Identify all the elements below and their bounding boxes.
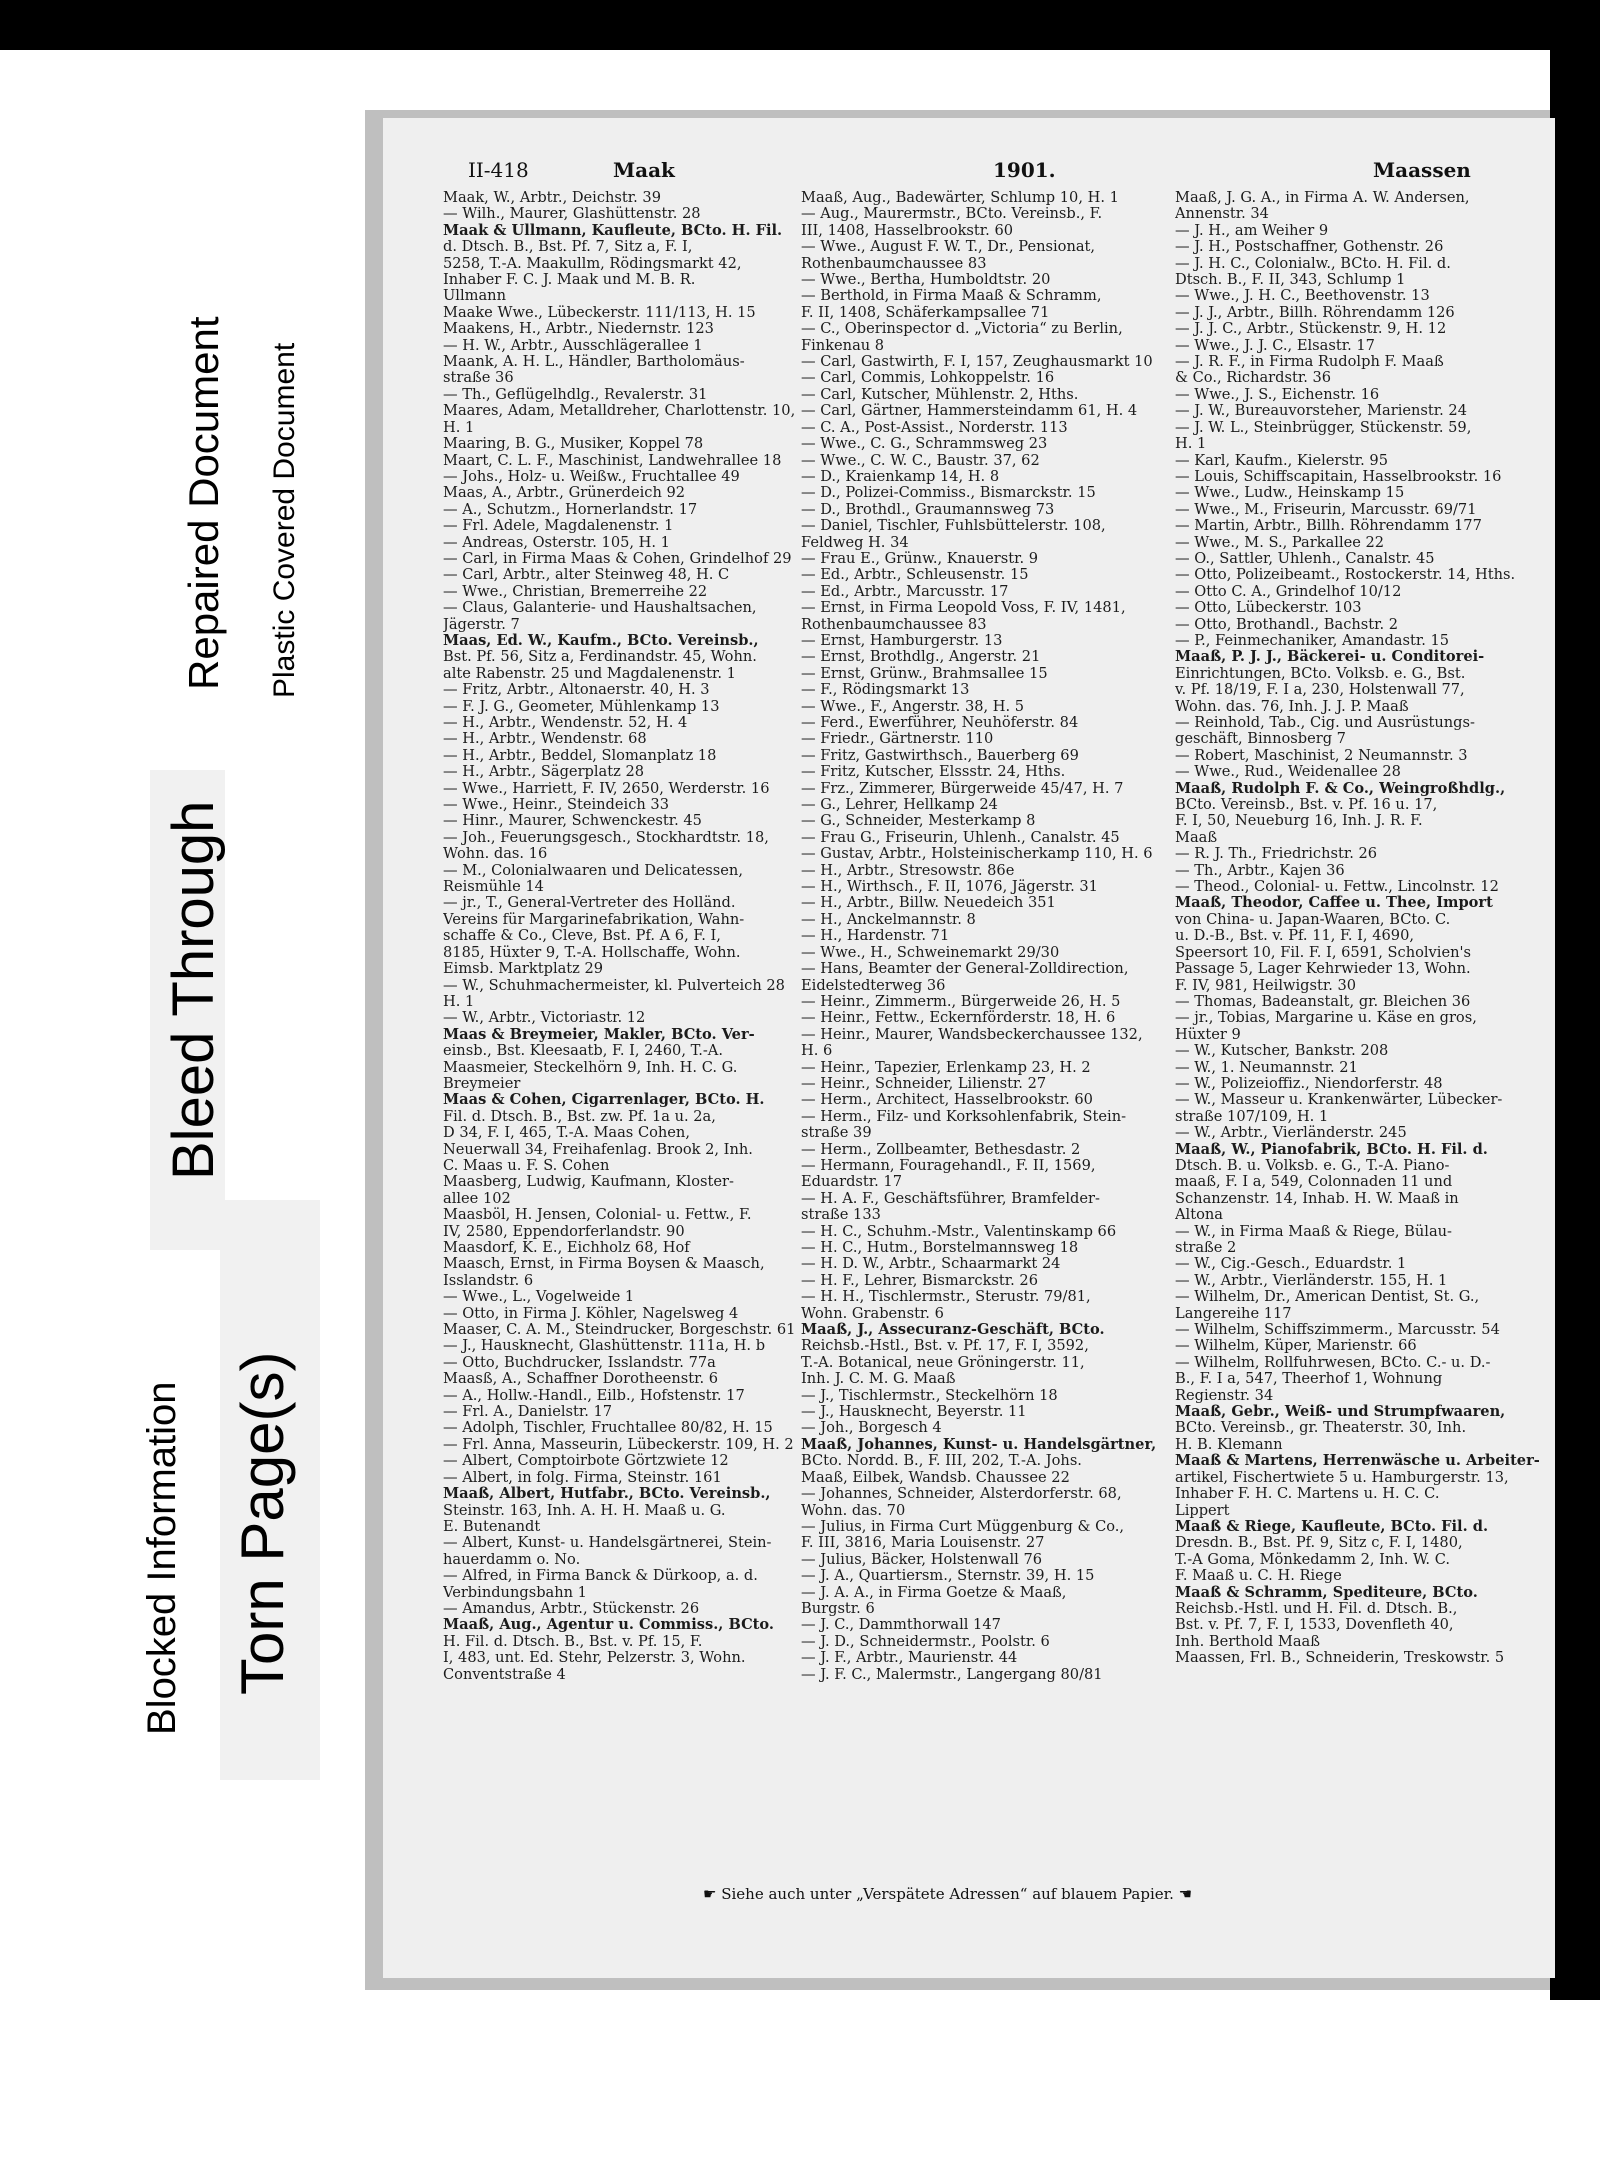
directory-entry: Breymeier — [443, 1075, 521, 1092]
repaired-document-label: Repaired Document — [180, 316, 227, 690]
directory-entry: — W., Schuhmachermeister, kl. Pulverteich 28 — [443, 977, 785, 994]
directory-entry: Maak, W., Arbtr., Deichstr. 39 — [443, 190, 661, 206]
directory-entry: Maasdorf, K. E., Eichholz 68, Hof — [443, 1240, 690, 1256]
directory-entry: — Albert, Kunst- u. Handelsgärtnerei, Stein- — [443, 1535, 772, 1552]
directory-entry: Maaß, Johannes, Kunst- u. Handelsgärtner, — [801, 1436, 1157, 1453]
directory-entry: Maasch, Ernst, in Firma Boysen & Maasch, — [443, 1256, 765, 1273]
directory-column-3 — [1175, 190, 1555, 1667]
directory-entry: Inh. Berthold Maaß — [1175, 1633, 1320, 1650]
directory-entry: — Fritz, Gastwirthsch., Bauerberg 69 — [801, 747, 1079, 764]
directory-entry: — H., Arbtr., Sägerplatz 28 — [443, 764, 645, 781]
directory-entry: — H. W., Arbtr., Ausschlägerallee 1 — [443, 337, 703, 354]
directory-entry: — W., Arbtr., Vierländerstr. 245 — [1175, 1125, 1407, 1142]
directory-entry: v. Pf. 18/19, F. I a, 230, Holstenwall 77, — [1175, 682, 1465, 699]
directory-entry: — Hermann, Fouragehandl., F. II, 1569, — [801, 1157, 1096, 1174]
header-year: 1901. — [993, 158, 1056, 182]
directory-entry: Reichsb.-Hstl., Bst. v. Pf. 17, F. I, 3592, — [801, 1338, 1089, 1355]
directory-entry: Maas & Breymeier, Makler, BCto. Ver- — [443, 1026, 755, 1043]
directory-entry: 5258, T.-A. Maakullm, Rödingsmarkt 42, — [443, 255, 742, 272]
directory-entry: — Robert, Maschinist, 2 Neumannstr. 3 — [1175, 747, 1468, 764]
directory-entry: alte Rabenstr. 25 und Magdalenenstr. 1 — [443, 665, 736, 682]
directory-entry: Feldweg H. 34 — [801, 534, 909, 551]
directory-entry: — C. A., Post-Assist., Norderstr. 113 — [801, 419, 1068, 436]
directory-entry: Wohn. das. 16 — [443, 846, 548, 863]
directory-entry: Vereins für Margarinefabrikation, Wahn- — [443, 911, 745, 928]
directory-entry: Dresdn. B., Bst. Pf. 9, Sitz c, F. I, 1480, — [1175, 1535, 1463, 1552]
directory-entry: — Herm., Filz- und Korksohlenfabrik, Stein- — [801, 1108, 1127, 1125]
directory-entry: hauerdamm o. No. — [443, 1551, 581, 1568]
directory-entry: — H., Arbtr., Wendenstr. 68 — [443, 731, 647, 748]
blocked-information-label: Blocked Information — [140, 1381, 184, 1735]
directory-entry: Maasmeier, Steckelhörn 9, Inh. H. C. G. — [443, 1059, 738, 1076]
directory-entry: Maaß — [1175, 829, 1218, 846]
directory-entry: — Frl. Anna, Masseurin, Lübeckerstr. 109, H. 2 — [443, 1436, 794, 1453]
directory-entry: Dtsch. B. u. Volksb. e. G., T.-A. Piano- — [1175, 1157, 1450, 1174]
directory-entry: — Louis, Schiffscapitain, Hasselbrookstr. 16 — [1175, 468, 1502, 485]
directory-entry: Neuerwall 34, Freihafenlag. Brook 2, Inh. — [443, 1141, 753, 1158]
directory-entry: — Wilhelm, Küper, Marienstr. 66 — [1175, 1338, 1417, 1355]
directory-entry: — Claus, Galanterie- und Haushaltsachen, — [443, 600, 757, 617]
directory-entry: Isslandstr. 6 — [443, 1272, 534, 1289]
directory-entry: Fil. d. Dtsch. B., Bst. zw. Pf. 1a u. 2a, — [443, 1108, 716, 1125]
directory-entry: Eidelstedterweg 36 — [801, 977, 946, 994]
directory-entry: Reismühle 14 — [443, 879, 544, 896]
directory-entry: T.-A. Botanical, neue Gröningerstr. 11, — [801, 1354, 1085, 1371]
directory-entry: — Ed., Arbtr., Marcusstr. 17 — [801, 583, 1009, 600]
directory-entry: — Otto C. A., Grindelhof 10/12 — [1175, 583, 1402, 600]
directory-entry: Wohn. das. 70 — [801, 1502, 906, 1519]
directory-entry: Maaß, Gebr., Weiß- und Strumpfwaaren, — [1175, 1404, 1506, 1421]
directory-entry: — Wwe., Heinr., Steindeich 33 — [443, 797, 669, 814]
directory-entry: Eduardstr. 17 — [801, 1174, 902, 1191]
directory-entry: — Wwe., F., Angerstr. 38, H. 5 — [801, 698, 1025, 715]
directory-entry: — jr., T., General-Vertreter des Holländ. — [443, 895, 736, 912]
directory-entry: — J. C., Dammthorwall 147 — [801, 1617, 1001, 1634]
directory-entry: — Ed., Arbtr., Schleusenstr. 15 — [801, 567, 1029, 584]
directory-entry: straße 107/109, H. 1 — [1175, 1108, 1329, 1125]
directory-entry: Langereihe 117 — [1175, 1305, 1292, 1322]
directory-entry: — Wwe., Rud., Weidenallee 28 — [1175, 764, 1401, 781]
directory-entry: — Adolph, Tischler, Fruchtallee 80/82, H. 15 — [443, 1420, 773, 1437]
directory-entry: Jägerstr. 7 — [443, 616, 520, 633]
directory-entry: — H. H., Tischlermstr., Sterustr. 79/81, — [801, 1289, 1091, 1306]
plastic-covered-label: Plastic Covered Document — [268, 342, 301, 698]
directory-entry: Maak & Ullmann, Kaufleute, BCto. H. Fil. — [443, 222, 783, 239]
directory-entry: — J., Tischlermstr., Steckelhörn 18 — [801, 1387, 1058, 1404]
directory-entry: Maaß & Riege, Kaufleute, BCto. Fil. d. — [1175, 1518, 1489, 1535]
directory-entry: Maas, Ed. W., Kaufm., BCto. Vereinsb., — [443, 632, 759, 649]
directory-entry: straße 39 — [801, 1125, 872, 1142]
directory-entry: — Herm., Zollbeamter, Bethesdastr. 2 — [801, 1141, 1081, 1158]
directory-entry: Inhaber F. H. C. Martens u. H. C. C. — [1175, 1486, 1440, 1503]
directory-entry: — Carl, Arbtr., alter Steinweg 48, H. C — [443, 567, 730, 584]
directory-entry: Verbindungsbahn 1 — [443, 1584, 587, 1601]
directory-entry: — Joh., Borgesch 4 — [801, 1420, 942, 1437]
directory-entry: — Wwe., M., Friseurin, Marcusstr. 69/71 — [1175, 501, 1477, 518]
directory-entry: Dtsch. B., F. II, 343, Schlump 1 — [1175, 272, 1406, 289]
directory-entry: H. 1 — [1175, 436, 1207, 453]
directory-entry: — Wwe., C. G., Schrammsweg 23 — [801, 436, 1048, 453]
page-number: II-418 — [468, 158, 529, 182]
directory-entry: — J. D., Schneidermstr., Poolstr. 6 — [801, 1633, 1050, 1650]
directory-entry: Bst. v. Pf. 7, F. I, 1533, Dovenfleth 40, — [1175, 1617, 1454, 1634]
directory-entry: — Wwe., J. S., Eichenstr. 16 — [1175, 386, 1380, 403]
directory-entry: — J. J. C., Arbtr., Stückenstr. 9, H. 12 — [1175, 321, 1447, 338]
directory-entry: Maaser, C. A. M., Steindrucker, Borgeschstr. 61 — [443, 1322, 795, 1339]
directory-entry: — O., Sattler, Uhlenh., Canalstr. 45 — [1175, 550, 1435, 567]
directory-entry: straße 2 — [1175, 1240, 1237, 1256]
directory-entry: straße 133 — [801, 1207, 881, 1224]
directory-entry: Speersort 10, Fil. F. I, 6591, Scholvien's — [1175, 944, 1471, 961]
directory-entry: — J. A., Quartiersm., Sternstr. 39, H. 15 — [801, 1568, 1095, 1585]
directory-entry: — D., Polizei-Commiss., Bismarckstr. 15 — [801, 485, 1096, 502]
directory-entry: — Joh., Feuerungsgesch., Stockhardtstr. 18, — [443, 829, 769, 846]
directory-entry: — Wilh., Maurer, Glashüttenstr. 28 — [443, 206, 701, 223]
directory-entry: — Otto, Polizeibeamt., Rostockerstr. 14, Hths. — [1175, 567, 1516, 584]
directory-entry: — W., Kutscher, Bankstr. 208 — [1175, 1043, 1389, 1060]
directory-entry: — Daniel, Tischler, Fuhlsbüttelerstr. 108, — [801, 518, 1106, 535]
directory-entry: — Otto, in Firma J. Köhler, Nagelsweg 4 — [443, 1305, 739, 1322]
directory-entry: — H., Hardenstr. 71 — [801, 928, 950, 945]
directory-entry: maaß, F. I a, 549, Colonnaden 11 und — [1175, 1174, 1453, 1191]
directory-entry: Maares, Adam, Metalldreher, Charlottenstr. 10, — [443, 403, 795, 420]
directory-entry: I, 483, unt. Ed. Stehr, Pelzerstr. 3, Wohn. — [443, 1650, 746, 1667]
directory-entry: Reichsb.-Hstl. und H. Fil. d. Dtsch. B., — [1175, 1600, 1458, 1617]
directory-entry: Maaß, P. J. J., Bäckerei- u. Conditorei- — [1175, 649, 1485, 666]
directory-entry: Maake Wwe., Lübeckerstr. 111/113, H. 15 — [443, 304, 756, 321]
directory-entry: — Heinr., Zimmerm., Bürgerweide 26, H. 5 — [801, 993, 1121, 1010]
directory-entry: — Johannes, Schneider, Alsterdorferstr. 68, — [801, 1486, 1122, 1503]
directory-entry: — R. J. Th., Friedrichstr. 26 — [1175, 846, 1378, 863]
directory-entry: — Carl, Kutscher, Mühlenstr. 2, Hths. — [801, 386, 1079, 403]
torn-pages-label: Torn Page(s) — [229, 1351, 296, 1695]
directory-entry: — Wwe., L., Vogelweide 1 — [443, 1289, 635, 1306]
directory-entry: Finkenau 8 — [801, 337, 885, 354]
directory-entry: — F. J. G., Geometer, Mühlenkamp 13 — [443, 698, 720, 715]
directory-entry: — Ernst, Grünw., Brahmsallee 15 — [801, 665, 1048, 682]
directory-entry: Altona — [1175, 1207, 1223, 1224]
directory-column-1 — [443, 190, 795, 1683]
directory-entry: Maaß & Martens, Herrenwäsche u. Arbeiter- — [1175, 1453, 1540, 1470]
directory-entry: Maasberg, Ludwig, Kaufmann, Kloster- — [443, 1174, 734, 1191]
directory-entry: H. Fil. d. Dtsch. B., Bst. v. Pf. 15, F. — [443, 1633, 703, 1650]
directory-entry: Bst. Pf. 56, Sitz a, Ferdinandstr. 45, Wohn. — [443, 649, 757, 666]
directory-entry: D 34, F. I, 465, T.-A. Maas Cohen, — [443, 1125, 690, 1142]
directory-entry: — Frau E., Grünw., Knauerstr. 9 — [801, 550, 1039, 567]
directory-entry: — J. A. A., in Firma Goetze & Maaß, — [801, 1584, 1067, 1601]
directory-entry: — Julius, in Firma Curt Müggenburg & Co., — [801, 1518, 1125, 1535]
directory-entry: — J. F. C., Malermstr., Langergang 80/81 — [801, 1666, 1103, 1683]
directory-entry: Maaß, J., Assecuranz-Geschäft, BCto. — [801, 1322, 1105, 1339]
directory-entry: Maaß, Aug., Agentur u. Commiss., BCto. — [443, 1617, 774, 1634]
directory-entry: — Wwe., J. J. C., Elsastr. 17 — [1175, 337, 1375, 354]
directory-entry: straße 36 — [443, 370, 514, 387]
directory-entry: — J., Hausknecht, Beyerstr. 11 — [801, 1404, 1027, 1421]
directory-entry: — Karl, Kaufm., Kielerstr. 95 — [1175, 452, 1388, 469]
directory-entry: einsb., Bst. Kleesaatb, F. I, 2460, T.-A. — [443, 1043, 723, 1060]
directory-entry: — J. J., Arbtr., Billh. Röhrendamm 126 — [1175, 304, 1455, 321]
directory-entry: — Frl. A., Danielstr. 17 — [443, 1404, 613, 1421]
directory-entry: — Otto, Lübeckerstr. 103 — [1175, 600, 1362, 617]
directory-entry: Wohn. das. 76, Inh. J. J. P. Maaß — [1175, 698, 1409, 715]
directory-entry: — C., Oberinspector d. „Victoria“ zu Berlin, — [801, 321, 1123, 338]
directory-entry: — Fritz, Kutscher, Elssstr. 24, Hths. — [801, 764, 1066, 781]
directory-entry: Maaß, Rudolph F. & Co., Weingroßhdlg., — [1175, 780, 1506, 797]
directory-entry: allee 102 — [443, 1190, 511, 1207]
directory-entry: — Thomas, Badeanstalt, gr. Bleichen 36 — [1175, 993, 1471, 1010]
bleed-through-label: Bleed Through — [161, 800, 226, 1180]
directory-entry: — Wwe., Ludw., Heinskamp 15 — [1175, 485, 1405, 502]
directory-entry: Conventstraße 4 — [443, 1666, 566, 1683]
directory-entry: Maasböl, H. Jensen, Colonial- u. Fettw., F. — [443, 1207, 752, 1224]
directory-entry: — Aug., Maurermstr., BCto. Vereinsb., F. — [801, 206, 1103, 223]
directory-entry: — Wwe., J. H. C., Beethovenstr. 13 — [1175, 288, 1430, 305]
directory-entry: — Reinhold, Tab., Cig. und Ausrüstungs- — [1175, 715, 1475, 731]
directory-entry: — Martin, Arbtr., Billh. Röhrendamm 177 — [1175, 518, 1482, 535]
directory-entry: — Heinr., Fettw., Eckernförderstr. 18, H. 6 — [801, 1010, 1116, 1027]
directory-entry: — J. H. C., Colonialw., BCto. H. Fil. d. — [1175, 255, 1451, 272]
directory-entry: — H., Anckelmannstr. 8 — [801, 911, 976, 928]
directory-page — [383, 118, 1555, 1978]
directory-entry: — Theod., Colonial- u. Fettw., Lincolnstr. 12 — [1175, 879, 1499, 896]
directory-entry: Maas & Cohen, Cigarrenlager, BCto. H. — [443, 1092, 765, 1109]
directory-entry: H. 6 — [801, 1043, 833, 1060]
directory-entry: — J. F., Arbtr., Maurienstr. 44 — [801, 1650, 1018, 1667]
directory-entry: — H. A. F., Geschäftsführer, Bramfelder- — [801, 1190, 1100, 1207]
directory-entry: — J. H., am Weiher 9 — [1175, 222, 1329, 239]
directory-entry: geschäft, Binnosberg 7 — [1175, 731, 1346, 748]
directory-entry: — H., Arbtr., Beddel, Slomanplatz 18 — [443, 747, 717, 764]
directory-entry: Wohn. Grabenstr. 6 — [801, 1305, 944, 1322]
directory-entry: Maaß, Eilbek, Wandsb. Chaussee 22 — [801, 1469, 1070, 1486]
directory-entry: — W., Masseur u. Krankenwärter, Lübecker- — [1175, 1092, 1503, 1109]
directory-entry: — Ferd., Ewerführer, Neuhöferstr. 84 — [801, 715, 1079, 731]
directory-entry: — Albert, Comptoirbote Görtzwiete 12 — [443, 1453, 729, 1470]
directory-entry: — J. H., Postschaffner, Gothenstr. 26 — [1175, 239, 1444, 256]
directory-entry: Annenstr. 34 — [1175, 206, 1269, 223]
directory-entry: Rothenbaumchaussee 83 — [801, 255, 987, 272]
directory-entry: Maart, C. L. F., Maschinist, Landwehrallee 18 — [443, 452, 782, 469]
directory-entry: — Julius, Bäcker, Holstenwall 76 — [801, 1551, 1043, 1568]
header-right-term: Maassen — [1373, 158, 1471, 182]
directory-entry: Maank, A. H. L., Händler, Bartholomäus- — [443, 354, 745, 371]
directory-entry: — Fritz, Arbtr., Altonaerstr. 40, H. 3 — [443, 682, 710, 699]
directory-entry: d. Dtsch. B., Bst. Pf. 7, Sitz a, F. I, — [443, 239, 693, 256]
directory-entry: H. 1 — [443, 419, 475, 436]
directory-entry: — Wwe., M. S., Parkallee 22 — [1175, 534, 1385, 551]
directory-entry: — Wilhelm, Dr., American Dentist, St. G., — [1175, 1289, 1480, 1306]
directory-entry: Inhaber F. C. J. Maak und M. B. R. — [443, 272, 696, 289]
directory-entry: H. 1 — [443, 993, 475, 1010]
directory-entry: BCto. Vereinsb., gr. Theaterstr. 30, Inh. — [1175, 1420, 1467, 1437]
directory-entry: Maassen, Frl. B., Schneiderin, Treskowstr. 5 — [1175, 1650, 1505, 1667]
directory-entry: E. Butenandt — [443, 1518, 541, 1535]
directory-entry: BCto. Nordd. B., F. III, 202, T.-A. Johs. — [801, 1453, 1082, 1470]
directory-entry: Schanzenstr. 14, Inhab. H. W. Maaß in — [1175, 1190, 1459, 1207]
directory-entry: — Otto, Brothandl., Bachstr. 2 — [1175, 616, 1399, 633]
directory-entry: Maaß, Albert, Hutfabr., BCto. Vereinsb., — [443, 1486, 771, 1503]
directory-entry: Maasß, A., Schaffner Dorotheenstr. 6 — [443, 1371, 719, 1388]
directory-entry: 8185, Hüxter 9, T.-A. Hollschaffe, Wohn. — [443, 944, 741, 961]
directory-entry: — A., Schutzm., Hornerlandstr. 17 — [443, 501, 698, 518]
directory-entry: Inh. J. C. M. G. Maaß — [801, 1371, 956, 1388]
directory-entry: F. IV, 981, Heilwigstr. 30 — [1175, 977, 1357, 994]
directory-entry: — Berthold, in Firma Maaß & Schramm, — [801, 288, 1102, 305]
directory-entry: — Wwe., H., Schweinemarkt 29/30 — [801, 944, 1060, 961]
directory-entry: — D., Brothdl., Graumannsweg 73 — [801, 501, 1055, 518]
scan-right-border — [1550, 50, 1600, 2000]
directory-entry: — Wwe., Bertha, Humboldtstr. 20 — [801, 272, 1051, 289]
directory-entry: — Frau G., Friseurin, Uhlenh., Canalstr. 45 — [801, 829, 1120, 846]
directory-entry: — H. C., Hutm., Borstelmannsweg 18 — [801, 1240, 1079, 1256]
directory-entry: — Heinr., Maurer, Wandsbeckerchaussee 132, — [801, 1026, 1143, 1043]
directory-entry: — G., Schneider, Mesterkamp 8 — [801, 813, 1036, 830]
directory-entry: Maaß, J. G. A., in Firma A. W. Andersen, — [1175, 190, 1470, 206]
directory-entry: F. I, 50, Neueburg 16, Inh. J. R. F. — [1175, 813, 1423, 830]
directory-entry: schaffe & Co., Cleve, Bst. Pf. A 6, F. I, — [443, 928, 721, 945]
directory-entry: — Herm., Architect, Hasselbrookstr. 60 — [801, 1092, 1093, 1109]
directory-entry: — Ernst, Brothdlg., Angerstr. 21 — [801, 649, 1041, 666]
directory-entry: artikel, Fischertwiete 5 u. Hamburgerstr. 13, — [1175, 1469, 1509, 1486]
directory-entry: — Carl, in Firma Maas & Cohen, Grindelhof 29 — [443, 550, 792, 567]
directory-entry: F. II, 1408, Schäferkampsallee 71 — [801, 304, 1050, 321]
directory-entry: Lippert — [1175, 1502, 1230, 1519]
directory-entry: Regienstr. 34 — [1175, 1387, 1274, 1404]
directory-entry: — J. W., Bureauvorsteher, Marienstr. 24 — [1175, 403, 1468, 420]
directory-entry: — Frz., Zimmerer, Bürgerweide 45/47, H. 7 — [801, 780, 1124, 797]
directory-entry: BCto. Vereinsb., Bst. v. Pf. 16 u. 17, — [1175, 797, 1438, 814]
directory-entry: — Carl, Gärtner, Hammersteindamm 61, H. 4 — [801, 403, 1138, 420]
directory-entry: — W., in Firma Maaß & Riege, Bülau- — [1175, 1223, 1452, 1240]
directory-entry: — J. W. L., Steinbrügger, Stückenstr. 59, — [1175, 419, 1472, 436]
directory-entry: — Friedr., Gärtnerstr. 110 — [801, 731, 994, 748]
directory-entry: — Carl, Gastwirth, F. I, 157, Zeughausmarkt 10 — [801, 354, 1153, 371]
directory-entry: — Th., Geflügelhdlg., Revalerstr. 31 — [443, 386, 708, 403]
directory-entry: — H., Wirthsch., F. II, 1076, Jägerstr. 31 — [801, 879, 1098, 896]
header-left-term: Maak — [613, 158, 675, 182]
directory-entry: Maaring, B. G., Musiker, Koppel 78 — [443, 436, 704, 453]
directory-entry: — Frl. Adele, Magdalenenstr. 1 — [443, 518, 674, 535]
directory-entry: — Wilhelm, Rollfuhrwesen, BCto. C.- u. D.- — [1175, 1354, 1491, 1371]
directory-entry: Passage 5, Lager Kehrwieder 13, Wohn. — [1175, 961, 1471, 978]
directory-entry: Maakens, H., Arbtr., Niedernstr. 123 — [443, 321, 714, 338]
directory-entry: — Alfred, in Firma Banck & Dürkoop, a. d. — [443, 1568, 758, 1585]
directory-entry: — Wwe., Harriett, F. IV, 2650, Werderstr. 16 — [443, 780, 770, 797]
directory-entry: — H. F., Lehrer, Bismarckstr. 26 — [801, 1272, 1038, 1289]
directory-entry: — Amandus, Arbtr., Stückenstr. 26 — [443, 1600, 700, 1617]
directory-entry: von China- u. Japan-Waaren, BCto. C. — [1175, 911, 1451, 928]
directory-entry: Maaß, Aug., Badewärter, Schlump 10, H. 1 — [801, 190, 1119, 206]
directory-entry: — Otto, Buchdrucker, Isslandstr. 77a — [443, 1354, 716, 1371]
directory-entry: — W., 1. Neumannstr. 21 — [1175, 1059, 1358, 1076]
directory-entry: — Ernst, in Firma Leopold Voss, F. IV, 1481, — [801, 600, 1126, 617]
directory-entry: B., F. I a, 547, Theerhof 1, Wohnung — [1175, 1371, 1443, 1388]
directory-entry: — J., Hausknecht, Glashüttenstr. 111a, H. b — [443, 1338, 766, 1355]
directory-entry: Burgstr. 6 — [801, 1600, 875, 1617]
directory-entry: — Carl, Commis, Lohkoppelstr. 16 — [801, 370, 1055, 387]
directory-entry: Maas, A., Arbtr., Grünerdeich 92 — [443, 485, 686, 502]
directory-entry: — W., Arbtr., Vierländerstr. 155, H. 1 — [1175, 1272, 1448, 1289]
scan-top-border — [0, 0, 1600, 50]
directory-entry: u. D.-B., Bst. v. Pf. 11, F. I, 4690, — [1175, 928, 1414, 945]
directory-entry: — D., Kraienkamp 14, H. 8 — [801, 468, 1000, 485]
directory-entry: F. Maaß u. C. H. Riege — [1175, 1568, 1342, 1585]
footer-note: ☛ Siehe auch unter „Verspätete Adressen“ auf blauem Papier. ☚ — [703, 1885, 1193, 1903]
directory-entry: — jr., Tobias, Margarine u. Käse en gros, — [1175, 1010, 1477, 1027]
directory-entry: Ullmann — [443, 288, 506, 305]
directory-entry: Eimsb. Marktplatz 29 — [443, 961, 604, 978]
directory-entry: Einrichtungen, BCto. Volksb. e. G., Bst. — [1175, 665, 1466, 682]
directory-entry: — M., Colonialwaaren und Delicatessen, — [443, 862, 743, 879]
directory-entry: IV, 2580, Eppendorferlandstr. 90 — [443, 1223, 685, 1240]
directory-entry: Maaß, Theodor, Caffee u. Thee, Import — [1175, 895, 1493, 912]
directory-entry: C. Maas u. F. S. Cohen — [443, 1157, 610, 1174]
directory-entry: Maaß & Schramm, Spediteure, BCto. — [1175, 1584, 1478, 1601]
directory-entry: — Heinr., Schneider, Lilienstr. 27 — [801, 1075, 1047, 1092]
directory-entry: — Hinr., Maurer, Schwenckestr. 45 — [443, 813, 702, 830]
directory-entry: — Albert, in folg. Firma, Steinstr. 161 — [443, 1469, 722, 1486]
directory-entry: & Co., Richardstr. 36 — [1175, 370, 1332, 387]
directory-entry: — Andreas, Osterstr. 105, H. 1 — [443, 534, 670, 551]
directory-entry: — H., Arbtr., Billw. Neuedeich 351 — [801, 895, 1056, 912]
directory-entry: — Gustav, Arbtr., Holsteinischerkamp 110, H. 6 — [801, 846, 1153, 863]
directory-entry: — A., Hollw.-Handl., Eilb., Hofstenstr. 17 — [443, 1387, 745, 1404]
directory-entry: — W., Arbtr., Victoriastr. 12 — [443, 1010, 646, 1027]
directory-entry: — Wilhelm, Schiffszimmerm., Marcusstr. 54 — [1175, 1322, 1500, 1339]
directory-entry: — Wwe., Christian, Bremerreihe 22 — [443, 583, 708, 600]
directory-entry: — P., Feinmechaniker, Amandastr. 15 — [1175, 632, 1450, 649]
directory-entry: — Wwe., C. W. C., Baustr. 37, 62 — [801, 452, 1040, 469]
directory-entry: — F., Rödingsmarkt 13 — [801, 682, 970, 699]
directory-column-2 — [801, 190, 1165, 1683]
directory-entry: Hüxter 9 — [1175, 1026, 1241, 1043]
directory-entry: — H. D. W., Arbtr., Schaarmarkt 24 — [801, 1256, 1061, 1273]
directory-entry: — G., Lehrer, Hellkamp 24 — [801, 797, 998, 814]
directory-entry: — Wwe., August F. W. T., Dr., Pensionat, — [801, 239, 1096, 256]
directory-entry: H. B. Klemann — [1175, 1436, 1283, 1453]
directory-entry: — W., Cig.-Gesch., Eduardstr. 1 — [1175, 1256, 1407, 1273]
directory-entry: — H. C., Schuhm.-Mstr., Valentinskamp 66 — [801, 1223, 1117, 1240]
directory-entry: — H., Arbtr., Wendenstr. 52, H. 4 — [443, 715, 688, 731]
directory-entry: Maaß, W., Pianofabrik, BCto. H. Fil. d. — [1175, 1141, 1488, 1158]
directory-entry: — W., Polizeioffiz., Niendorferstr. 48 — [1175, 1075, 1443, 1092]
directory-entry: Steinstr. 163, Inh. A. H. H. Maaß u. G. — [443, 1502, 726, 1519]
directory-entry: — J. R. F., in Firma Rudolph F. Maaß — [1175, 354, 1444, 371]
directory-entry: — Hans, Beamter der General-Zolldirection, — [801, 961, 1129, 978]
directory-entry: — Ernst, Hamburgerstr. 13 — [801, 632, 1003, 649]
directory-entry: — Th., Arbtr., Kajen 36 — [1175, 862, 1345, 879]
directory-entry: — Johs., Holz- u. Weißw., Fruchtallee 49 — [443, 468, 740, 485]
directory-entry: F. III, 3816, Maria Louisenstr. 27 — [801, 1535, 1045, 1552]
directory-entry: III, 1408, Hasselbrookstr. 60 — [801, 222, 1014, 239]
directory-entry: — H., Arbtr., Stresowstr. 86e — [801, 862, 1015, 879]
directory-entry: — Heinr., Tapezier, Erlenkamp 23, H. 2 — [801, 1059, 1091, 1076]
directory-entry: T.-A Goma, Mönkedamm 2, Inh. W. C. — [1175, 1551, 1450, 1568]
directory-entry: Rothenbaumchaussee 83 — [801, 616, 987, 633]
